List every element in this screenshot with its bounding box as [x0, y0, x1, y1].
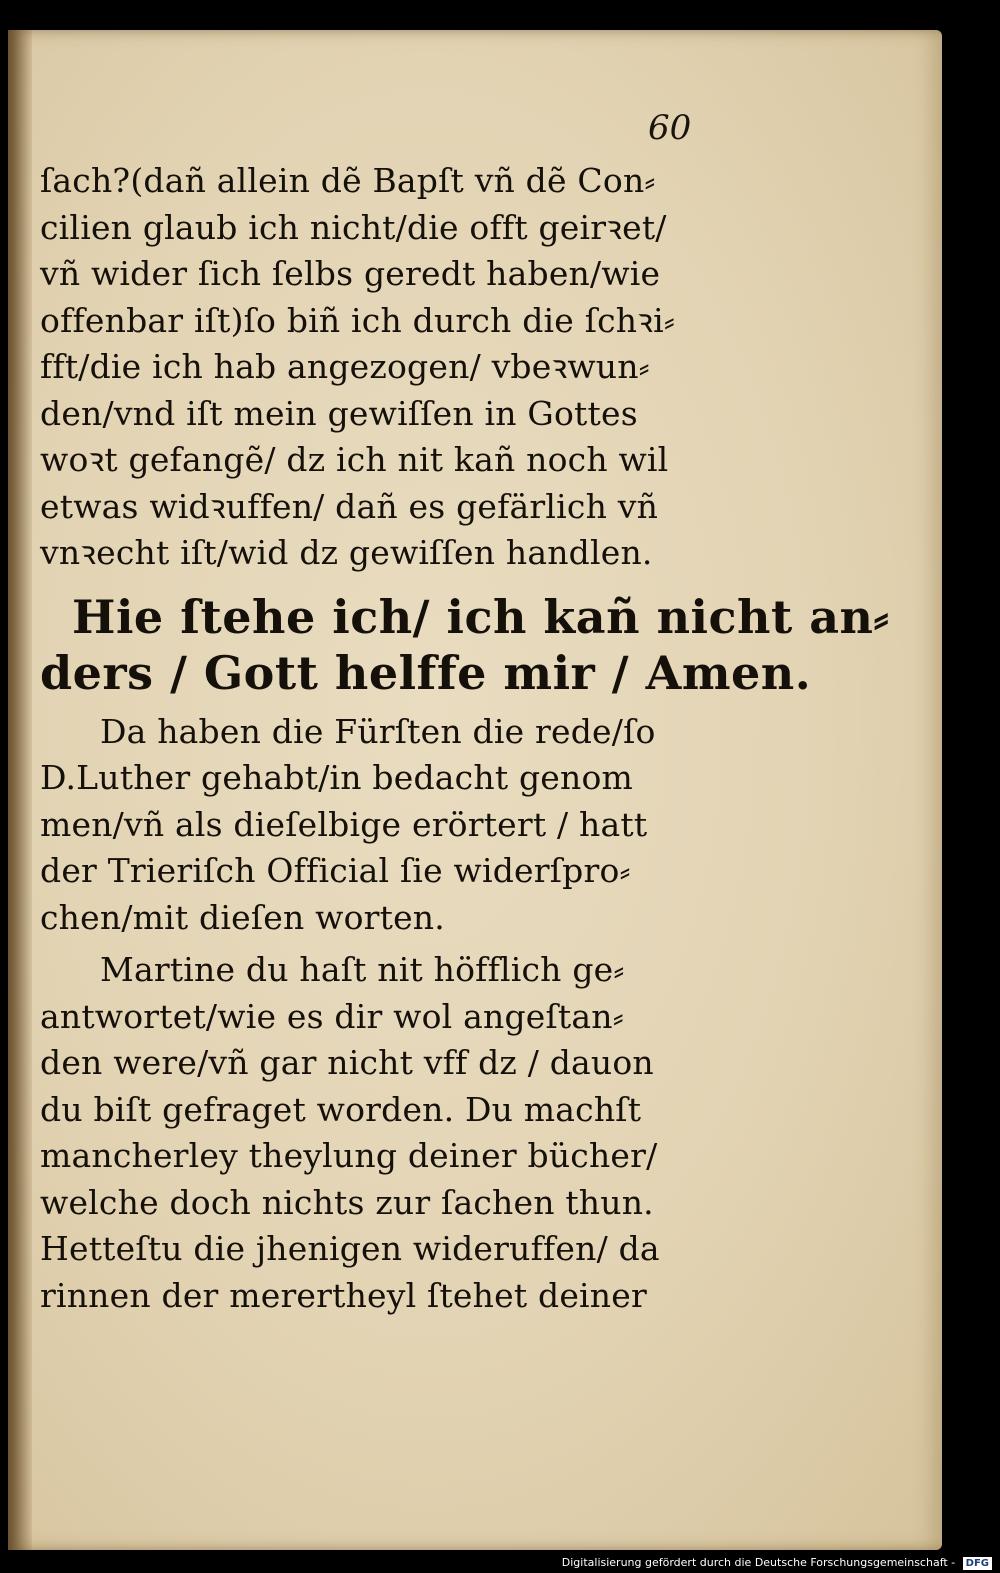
text-line: cilien glaub ich nicht/die offt geirꝛet/: [40, 207, 667, 247]
digitization-footer: [0, 1553, 1000, 1573]
book-page: [8, 30, 942, 1550]
paragraph-1: [40, 158, 720, 577]
dfg-logo: DFG: [963, 1557, 992, 1570]
page-number: 60: [648, 108, 692, 148]
text-line: D.Luther gehabt/in bedacht genom: [40, 758, 634, 797]
paragraph-2: [40, 709, 720, 942]
text-line: du biſt gefraget worden. Du machſt: [40, 1089, 642, 1129]
paragraph-3: [40, 947, 720, 1319]
heading-line: Hie ſtehe ich/ ich kañ nicht an⸗: [72, 589, 890, 644]
text-line: welche doch nichts zur ſachen thun.: [40, 1182, 654, 1222]
text-line: woꝛt gefangẽ/ dz ich nit kañ noch wil: [40, 440, 669, 479]
text-line: Hetteſtu die jhenigen wideruffen/ da: [40, 1229, 660, 1268]
text-line: den/vnd iſt mein gewiſſen in Gottes: [40, 393, 638, 433]
text-line: antwortet/wie es dir wol angeſtan⸗: [40, 996, 624, 1036]
text-line: ſach?(dañ allein dẽ Bapſt vñ dẽ Con⸗: [40, 161, 656, 200]
text-line: chen/mit dieſen worten.: [40, 897, 445, 937]
text-line: rinnen der merertheyl ſtehet deiner: [40, 1275, 647, 1315]
text-line: men/vñ als dieſelbige erörtert / hatt: [40, 804, 648, 844]
text-line: vñ wider ſich ſelbs geredt haben/wie: [40, 254, 661, 293]
text-line: offenbar iſt)ſo biñ ich durch die ſchꝛi⸗: [40, 300, 676, 340]
text-line: Martine du haſt nit höfflich ge⸗: [100, 950, 625, 989]
emphasis-heading: [40, 589, 890, 701]
heading-line: ders / Gott helffe mir / Amen.: [40, 645, 812, 700]
page-text: [40, 158, 890, 1319]
page-gutter-shadow: [8, 30, 32, 1550]
text-line: Da haben die Fürſten die rede/ſo: [100, 711, 656, 751]
footer-credit-text: Digitalisierung gefördert durch die Deutsche Forschungsgemeinschaft -: [561, 1556, 956, 1569]
text-line: vnꝛecht iſt/wid dz gewiſſen handlen.: [40, 533, 653, 572]
text-line: etwas widꝛuffen/ dañ es gefärlich vñ: [40, 486, 659, 526]
text-line: der Trieriſch Official ſie widerſpro⸗: [40, 851, 631, 890]
text-line: mancherley theylung deiner bücher/: [40, 1136, 658, 1175]
text-line: den were/vñ gar nicht vff dz / dauon: [40, 1043, 654, 1082]
text-line: fft/die ich hab angezogen/ vbeꝛwun⸗: [40, 347, 650, 386]
